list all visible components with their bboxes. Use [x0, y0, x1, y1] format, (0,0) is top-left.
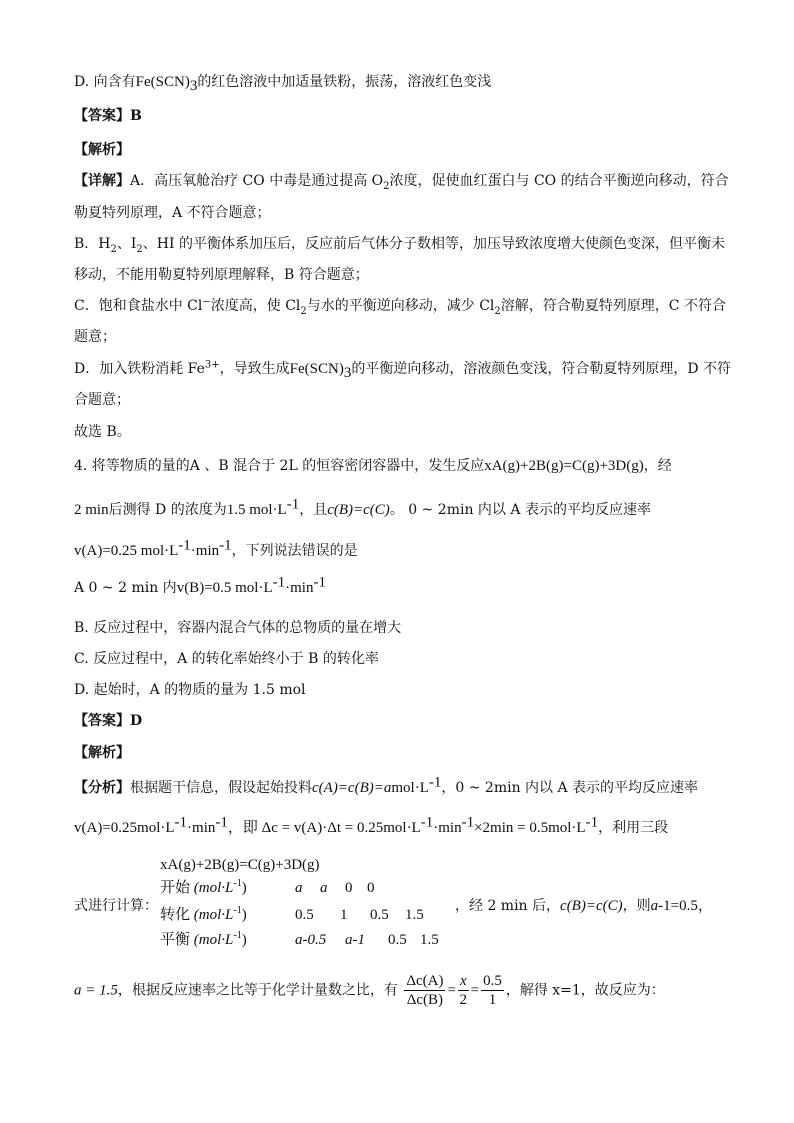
row-eq-label	[160, 930, 247, 950]
superscript: −	[202, 296, 211, 308]
q3-detail-d	[74, 359, 731, 379]
calc-label: 式进行计算：	[74, 898, 158, 914]
equals: =	[447, 982, 456, 999]
q3-conclusion: 故选 B。	[74, 424, 131, 440]
change-c: 0.5	[370, 907, 389, 923]
rate-unit: ·min	[285, 580, 314, 596]
numerator: x	[459, 973, 467, 989]
q4-analysis-heading: 【解析】	[74, 745, 130, 761]
eq-d: 1.5	[420, 932, 439, 948]
superscript: -1	[178, 537, 191, 554]
assumption: c(A)=c(B)=a	[312, 780, 392, 796]
time: 2 min	[74, 502, 109, 518]
stem-text: ，且	[299, 502, 328, 518]
superscript: -1	[461, 814, 475, 831]
superscript: -1	[585, 814, 599, 831]
detail-c-text: C．饱和食盐水中 Cl	[74, 298, 203, 314]
unit-end: )	[241, 932, 247, 948]
q3-detail-a	[74, 171, 729, 191]
eq-c: 0.5	[388, 932, 407, 948]
numerator: 0.5	[483, 973, 502, 989]
detail-b-text3: 、HI 的平衡体系加压后，反应前后气体分子数相等，加压导致浓度增大使颜色变深，但平衡未	[142, 236, 725, 252]
eq-a: a-0.5	[295, 932, 327, 948]
table-reaction: xA(g)+2B(g)=C(g)+3D(g)	[160, 857, 320, 873]
rate-unit: ·min	[433, 820, 462, 836]
stem-text: 。 0 ~ 2min 内以 A 表示的平均反应速率	[389, 502, 651, 518]
q4-option-a	[74, 574, 326, 598]
detail-c-text3: 与水的平衡逆向移动，减少 Cl	[306, 298, 495, 314]
numerator: Δc(A)	[406, 973, 444, 989]
eq-b: a-1	[345, 932, 365, 948]
q4-option-d: D. 起始时，A 的物质的量为 1.5 mol	[74, 682, 306, 698]
subscript: 2	[383, 180, 390, 192]
change-d: 1.5	[405, 907, 424, 923]
unit-end: )	[241, 907, 247, 923]
superscript: -1	[174, 814, 188, 831]
superscript: -1	[233, 878, 242, 889]
detail-d-text2: ，导致生成	[219, 361, 290, 377]
subscript: 2	[110, 243, 117, 255]
option-d-text: D. 向含有	[74, 74, 136, 90]
rate-expression: v(B)=0.5 mol·L	[176, 580, 273, 596]
q3-answer: 【答案】B	[74, 108, 142, 124]
start-d: 0	[367, 880, 375, 896]
detail-tag: 【详解】	[74, 173, 130, 189]
superscript: -1	[233, 930, 242, 941]
stem-text-end: ，经	[643, 458, 672, 474]
text: ，经 2 min 后，	[455, 898, 561, 914]
fraction-delta	[404, 972, 445, 1009]
change-b: 1	[340, 907, 348, 923]
q4-option-c: C. 反应过程中，A 的转化率始终小于 B 的转化率	[74, 651, 379, 667]
equality: c(B)=c(C)	[560, 898, 623, 914]
detail-d-text: D．加入铁粉消耗 Fe	[74, 361, 205, 377]
row-start-label	[160, 878, 247, 898]
unit: (mol·L	[193, 932, 234, 948]
q4-stem-line3	[74, 537, 358, 561]
q4-stem-line1	[74, 456, 672, 476]
stem-text: 4. 将等物质的量的A 、B 混合于 2L 的恒容密闭容器中，发生反应	[74, 458, 485, 474]
q4-fenxi-line1	[74, 774, 699, 798]
concentration: 1.5 mol·L	[226, 502, 287, 518]
equality: c(B)=c(C)	[327, 502, 390, 518]
detail-b-text: B．H	[74, 236, 111, 252]
change-a: 0.5	[295, 907, 314, 923]
q3-option-d	[74, 72, 491, 92]
detail-b-text2: 、I	[116, 236, 137, 252]
denominator: 1	[488, 992, 497, 1008]
superscript: 3+	[204, 359, 220, 371]
fraction-x	[458, 972, 469, 1009]
start-a: a	[295, 880, 303, 896]
q4-option-b: B. 反应过程中，容器内混合气体的总物质的量在增大	[74, 620, 402, 636]
unit-end: )	[241, 880, 247, 896]
fenxi-tag: 【分析】	[74, 780, 130, 796]
variable: a	[650, 898, 659, 914]
q3-detail-b	[74, 234, 725, 254]
q3-detail-d-cont: 合题意；	[74, 392, 130, 408]
row-label: 平衡	[160, 932, 191, 948]
detail-d-text3: 的平衡逆向移动，溶液颜色变浅，符合勒夏特列原理，D 不符	[351, 361, 732, 377]
delta-c-expression: ，即 Δc = v(A)·Δt = 0.25mol·L	[227, 820, 421, 836]
unit: (mol·L	[193, 880, 234, 896]
subscript: 3	[189, 77, 198, 94]
detail-c-text2: 浓度高，使 Cl	[210, 298, 301, 314]
reaction-equation: xA(g)+2B(g)=C(g)+3D(g)	[484, 458, 644, 474]
subscript: 3	[343, 364, 352, 381]
q4-fenxi-line2	[74, 814, 669, 838]
subscript: 2	[136, 243, 143, 255]
q4-last-line	[74, 972, 665, 1009]
stem-text: ，下列说法错误的是	[231, 543, 358, 559]
start-c: 0	[345, 880, 353, 896]
after-table-text	[455, 896, 713, 916]
superscript: -1	[215, 814, 228, 831]
row-change-label	[160, 905, 247, 925]
denominator: 2	[459, 992, 468, 1008]
superscript: -1	[233, 905, 242, 916]
fenxi-text: ，0 ~ 2min 内以 A 表示的平均反应速率	[441, 780, 699, 796]
fraction-value	[481, 972, 504, 1009]
text: ，则	[622, 898, 651, 914]
rate-unit: ·min	[187, 820, 216, 836]
option-a-text: A 0 ~ 2 min 内	[74, 580, 177, 596]
unit: mol·L	[391, 780, 429, 796]
q3-detail-b-cont: 移动，不能用勒夏特列原理解释，B 符合题意；	[74, 267, 369, 283]
formula: Fe(SCN)	[135, 74, 190, 90]
row-label: 转化	[160, 907, 191, 923]
text: ，根据反应速率之比等于化学计量数之比，有	[117, 982, 398, 999]
q4-stem-line2	[74, 496, 651, 520]
detail-c-text4: 溶解，符合勒夏特列原理，C 不符合	[500, 298, 726, 314]
rate-expression: v(A)=0.25 mol·L	[74, 543, 179, 559]
a-value: a = 1.5	[74, 982, 118, 999]
superscript: -1	[313, 574, 326, 591]
fenxi-text: ，利用三段	[598, 820, 669, 836]
detail-a-text: A．高压氧舱治疗 CO 中毒是通过提高 O	[130, 173, 384, 189]
equals: =	[470, 982, 480, 999]
q3-detail-c	[74, 296, 726, 316]
q3-analysis-heading: 【解析】	[74, 142, 130, 158]
subscript: 2	[494, 305, 501, 317]
result: -1=0.5，	[658, 898, 713, 914]
superscript: -1	[219, 537, 232, 554]
fenxi-text: 根据题干信息，假设起始投料	[130, 780, 312, 796]
text: ，解得 x=1，故反应为：	[505, 982, 665, 999]
superscript: -1	[428, 774, 442, 791]
stem-text: 后测得 D 的浓度为	[108, 502, 227, 518]
row-label: 开始	[160, 880, 191, 896]
rate-unit: ·min	[190, 543, 220, 559]
formula: Fe(SCN)	[289, 361, 344, 377]
detail-a-text2: 浓度，促使血红蛋白与 CO 的结合平衡逆向移动，符合	[389, 173, 729, 189]
denominator: Δc(B)	[406, 992, 444, 1008]
delta-c-result: ×2min = 0.5mol·L	[474, 820, 586, 836]
start-b: a	[320, 880, 328, 896]
unit: (mol·L	[193, 907, 234, 923]
q3-detail-a-cont: 勒夏特列原理，A 不符合题意；	[74, 205, 271, 221]
q3-detail-c-cont: 题意；	[74, 329, 116, 345]
superscript: -1	[420, 814, 434, 831]
subscript: 2	[300, 305, 307, 317]
q4-answer: 【答案】D	[74, 713, 143, 729]
rate-expression: v(A)=0.25mol·L	[74, 820, 175, 836]
superscript: -1	[286, 496, 300, 513]
superscript: -1	[272, 574, 286, 591]
option-d-text-end: 的红色溶液中加适量铁粉，振荡，溶液红色变浅	[197, 74, 492, 90]
